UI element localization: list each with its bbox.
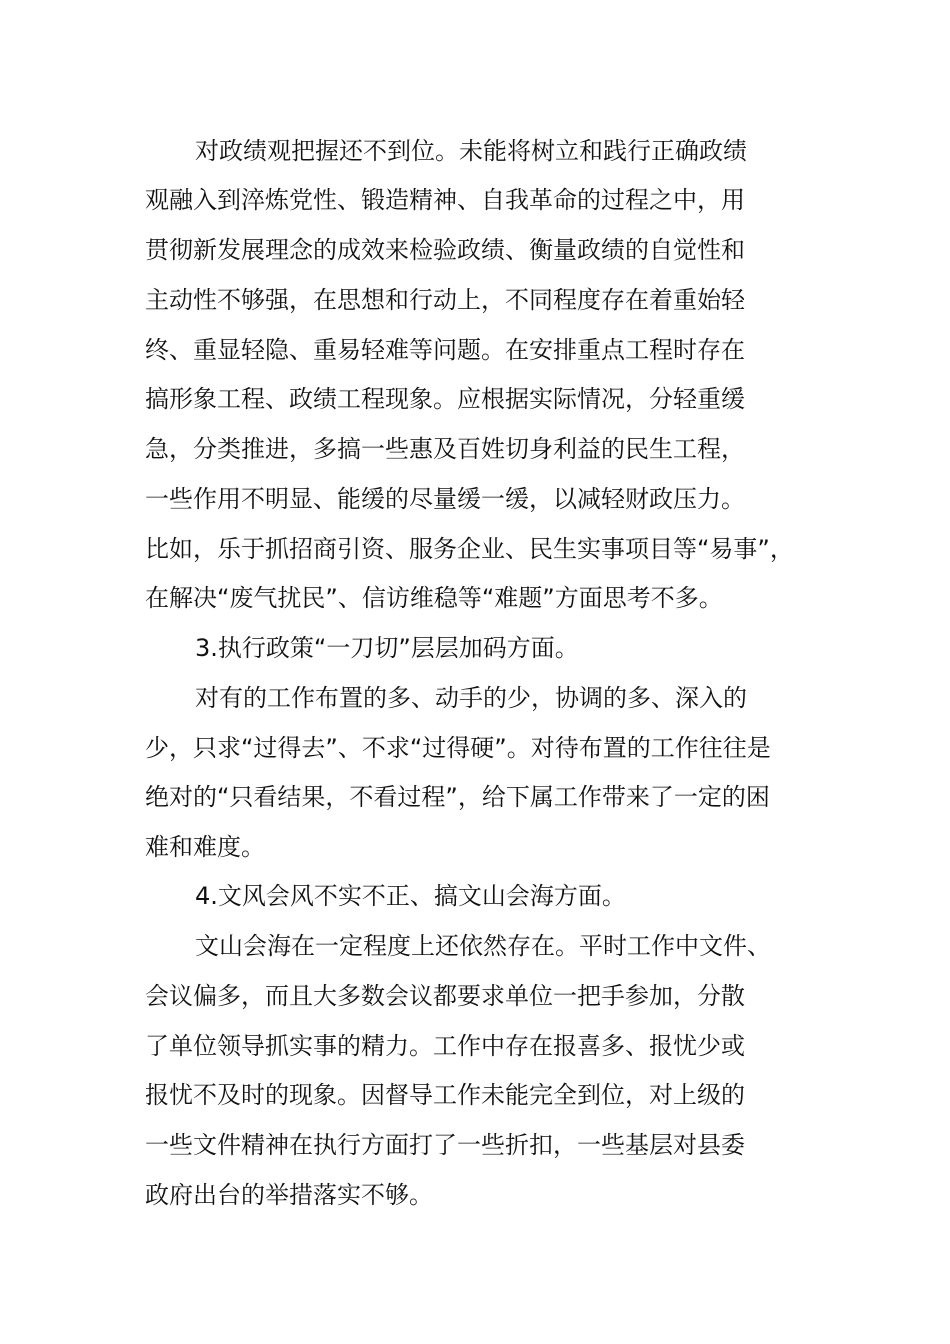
paragraph-line: 一些作用不明显、能缓的尽量缓一缓，以减轻财政压力。 [145, 485, 745, 513]
section-heading: 4.文风会风不实不正、搞文山会海方面。 [195, 882, 626, 910]
paragraph-line: 观融入到淬炼党性、锻造精神、自我革命的过程之中，用 [145, 186, 745, 214]
paragraph-line: 比如，乐于抓招商引资、服务企业、民生实事项目等“易事”， [145, 535, 794, 563]
paragraph-line: 了单位领导抓实事的精力。工作中存在报喜多、报忧少或 [145, 1032, 745, 1060]
section-heading: 3.执行政策“一刀切”层层加码方面。 [195, 634, 579, 662]
paragraph-line: 对政绩观把握还不到位。未能将树立和践行正确政绩 [195, 137, 747, 165]
paragraph-line: 一些文件精神在执行方面打了一些折扣，一些基层对县委 [145, 1131, 745, 1159]
paragraph-line: 贯彻新发展理念的成效来检验政绩、衡量政绩的自觉性和 [145, 236, 745, 264]
paragraph-line: 搞形象工程、政绩工程现象。应根据实际情况，分轻重缓 [145, 385, 745, 413]
paragraph-line: 难和难度。 [145, 833, 265, 861]
paragraph-line: 在解决“废气扰民”、信访维稳等“难题”方面思考不多。 [145, 584, 723, 612]
paragraph-line: 绝对的“只看结果，不看过程”，给下属工作带来了一定的困 [145, 783, 770, 811]
paragraph-line: 文山会海在一定程度上还依然存在。平时工作中文件、 [195, 932, 771, 960]
paragraph-line: 对有的工作布置的多、动手的少，协调的多、深入的 [195, 684, 747, 712]
paragraph-line: 少，只求“过得去”、不求“过得硬”。对待布置的工作往往是 [145, 734, 771, 762]
paragraph-line: 政府出台的举措落实不够。 [145, 1181, 433, 1209]
paragraph-line: 会议偏多，而且大多数会议都要求单位一把手参加，分散 [145, 982, 745, 1010]
paragraph-line: 急，分类推进，多搞一些惠及百姓切身利益的民生工程， [145, 435, 745, 463]
paragraph-line: 报忧不及时的现象。因督导工作未能完全到位，对上级的 [145, 1081, 745, 1109]
paragraph-line: 主动性不够强，在思想和行动上，不同程度存在着重始轻 [145, 286, 745, 314]
paragraph-line: 终、重显轻隐、重易轻难等问题。在安排重点工程时存在 [145, 336, 745, 364]
